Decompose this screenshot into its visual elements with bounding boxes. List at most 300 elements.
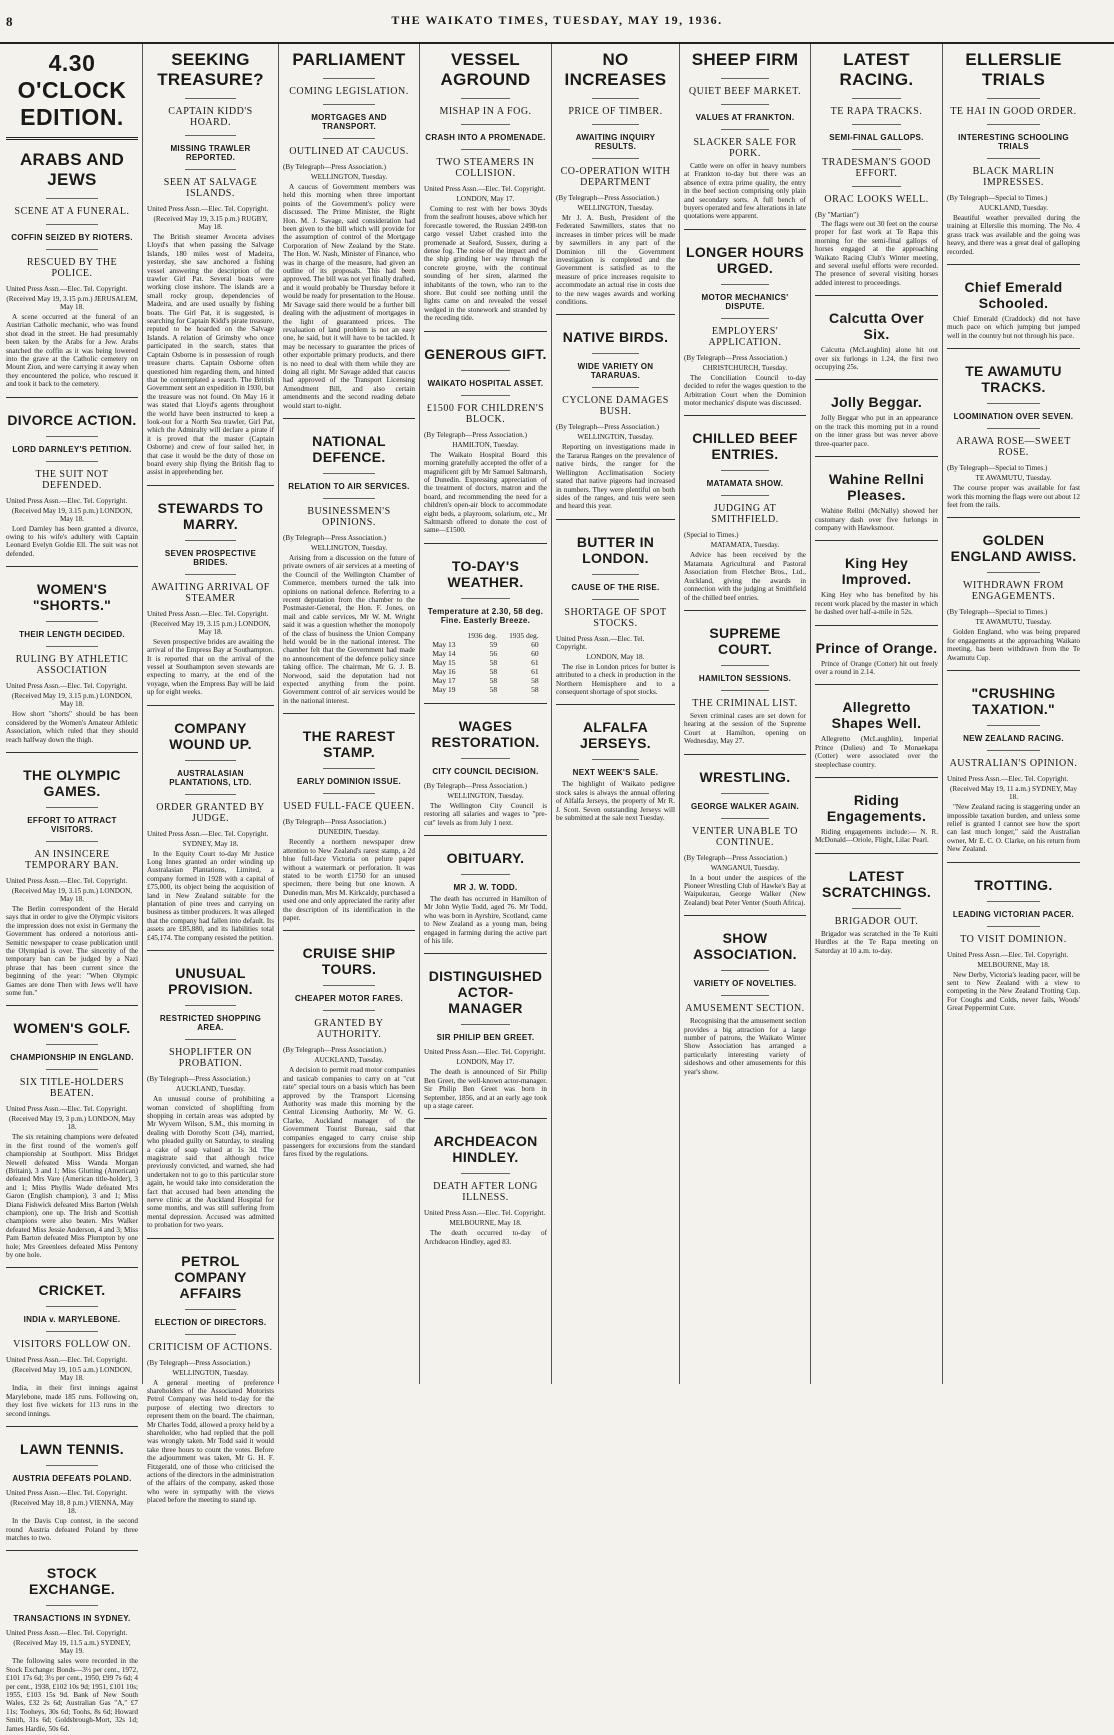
sub-rule [461, 395, 510, 396]
sub-rule [592, 599, 640, 600]
deck-rule [46, 1465, 99, 1466]
article-byline: (By Telegraph—Special to Times.) [947, 194, 1048, 202]
sub-rule [185, 1039, 236, 1040]
article-subhead-2: THE SUIT NOT DEFENDED. [35, 468, 109, 491]
weather-cell: 58 [489, 684, 498, 694]
deck-rule [323, 768, 376, 769]
column-3 [278, 44, 419, 1384]
article-byline: United Press Assn.—Elec. Tel. Copyright. [147, 829, 269, 838]
article-subhead-2: TWO STEAMERS IN COLLISION. [436, 157, 535, 179]
headline-rule [592, 98, 640, 99]
article-dateline: LONDON, May 17. [456, 195, 515, 203]
article-body: King Hey who has benefited by his recent work placed by the master in which he dashed over half-a-mile in 52s. [815, 591, 938, 617]
article-subhead-2: BRIGADOR OUT. [834, 915, 919, 927]
article-divider [684, 754, 806, 755]
sub-rule [185, 794, 236, 795]
column-6 [679, 44, 810, 1384]
weather-cell: 60 [531, 639, 539, 649]
article-dateline: HAMILTON, Tuesday. [452, 440, 519, 449]
article-headline: Riding Engagements. [826, 791, 927, 824]
article-deck: MATAMATA SHOW. [706, 479, 784, 489]
deck-rule [721, 793, 770, 794]
article-byline: United Press Assn.—Elec. Tel. Copyright. [147, 205, 269, 213]
article-subhead-2: VENTER UNABLE TO CONTINUE. [692, 825, 798, 848]
article-dateline: (Received May 19, 3.15 p.m.) RUGBY, May 18. [153, 215, 268, 231]
column-2 [142, 44, 278, 1505]
article-body: Beautiful weather prevailed during the training at Ellerslie this morning. The No. 4 grass track was available and the going was heavy, and there was a great deal of galloping recorded. [947, 214, 1080, 256]
article-headline: CRICKET. [38, 1282, 106, 1299]
weather-cell: 58 [489, 666, 498, 676]
article-deck: RELATION TO AIR SERVICES. [288, 481, 410, 491]
article-divider [947, 517, 1080, 518]
article [147, 1232, 274, 1507]
article-byline: United Press Assn.—Elec. Tel. Copyright. [947, 775, 1069, 784]
article-byline: (By Telegraph—Press Association.) [147, 1358, 250, 1367]
article-subhead-2: DEATH AFTER LONG ILLNESS. [433, 1181, 538, 1204]
sub-rule [323, 1010, 376, 1011]
deck-rule [185, 1309, 236, 1310]
article-deck: VARIETY OF NOVELTIES. [693, 979, 797, 989]
headline-rule [323, 78, 376, 79]
deck-rule [46, 1044, 99, 1045]
article-byline: (By Telegraph—Press Association.) [556, 423, 659, 432]
article [684, 44, 806, 223]
deck-rule [185, 1005, 236, 1006]
weather-col-header: 1935 deg. [509, 630, 539, 640]
article-body: Riding engagements include:— N. R. McDonald—Oriole, Flight, Lilac Pearl. [815, 827, 938, 845]
article-byline: (By Telegraph—Press Association.) [283, 818, 386, 827]
article [684, 223, 806, 410]
weather-table [426, 631, 544, 694]
weather-cell: 56 [489, 648, 498, 658]
masthead [0, 0, 1114, 44]
weather-cell: May 17 [432, 675, 456, 685]
headline-rule [46, 198, 99, 199]
article [6, 1261, 138, 1420]
column-7 [810, 44, 942, 1384]
article [815, 450, 938, 534]
article-subhead-3: ORAC LOOKS WELL. [824, 194, 929, 205]
article-divider [815, 684, 938, 685]
article-headline: CHILLED BEEF ENTRIES. [692, 430, 798, 463]
weather-cell: 60 [531, 648, 539, 658]
article-byline: (By Telegraph—Special to Times.) [947, 608, 1048, 617]
article-divider [684, 415, 806, 416]
column-4 [419, 44, 551, 1384]
article-body: Calcutta (McLaughlin) alone hit out over six furlongs in 1.24, the first two occupying 25s. [815, 346, 938, 372]
article-body: Prince of Orange (Cotter) hit out freely over a round in 2.14. [815, 659, 938, 676]
sub-rule [323, 138, 376, 139]
article-body: Recognising that the amusement section provides a big attraction for a large number of patrons, the Waikato Winter Show Association has arranged a particularly interesting variety of sideshows and other amusements for this year's show. [684, 1017, 806, 1076]
article-deck: NEXT WEEK'S SALE. [572, 768, 659, 778]
article-subhead-2: SHOPLIFTER ON PROBATION. [169, 1047, 252, 1070]
article-headline: THE RAREST STAMP. [302, 728, 396, 761]
article-body: The death occurred to-day of Archdeacon Hindley, aged 83. [424, 1229, 547, 1246]
deck-rule [323, 985, 376, 986]
article-deck: Temperature at 2.30, 58 deg. Fine. Easterly Breeze. [427, 606, 544, 625]
deck-rule [987, 901, 1040, 902]
article-divider [6, 1267, 138, 1268]
article-divider [147, 1238, 274, 1239]
article-divider [424, 331, 547, 332]
article-body: "New Zealand racing is staggering under an impossible taxation burden, and unless some relief is granted I cannot see how the sport can last much longer," said the Australian owner, Mr E. C. O. Clarke, on his return from New Zealand. [947, 803, 1080, 854]
article-body: Cattle were on offer in heavy numbers at Frankton to-day but there was an absence of extra prime quality, the entry in the beef section comprising only plain and secondary sorts. A full bench of buyers operated and few alterations in late quotations were apparent. [684, 162, 806, 221]
article-subhead-2: RESCUED BY THE POLICE. [26, 257, 118, 279]
weather-cell: May 19 [432, 684, 456, 694]
article-headline: WRESTLING. [699, 768, 791, 785]
weather-col-header [426, 631, 461, 640]
article-divider [556, 704, 675, 705]
article-byline: United Press Assn.—Elec. Tel. Copyright. [147, 609, 269, 618]
article-byline: United Press Assn.—Elec. Tel. Copyright. [6, 682, 128, 691]
article [147, 44, 274, 479]
article-body: The six retaining champions were defeated in the first round of the women's golf championship at Southport. Miss Bridget Newell defeated Miss Wanda Morgan (Britain), 3 and 1; Miss Glutting (American) defeated Mrs Vare (American title-holder), 3 and 1; Miss Phyllis Wade defeated Mrs Garon (English champion), 3 and 1; Miss Diana Fishwick defeated Miss Barton (Welsh champion), one up. The Irish and Scottish champions were also beaten. Mrs Walker defeated Miss Jessie Anderson, 4 and 3; Miss Pam Barton defeated Miss Plumpton by one hole; Mrs Greenlees defeated Miss Pentony by one hole. [6, 1133, 138, 1260]
weather-cell: 58 [531, 675, 539, 685]
headline-rule [721, 78, 770, 79]
article [147, 944, 274, 1232]
article [424, 1112, 547, 1248]
article-body: Golden England, who was being prepared for engagements at the approaching Waikato meeting, has been withdrawn from the Te Awamutu Cup. [947, 628, 1080, 662]
article-deck: INDIA v. MARYLEBONE. [23, 1315, 121, 1325]
article-divider [815, 295, 938, 296]
article-dateline: AUCKLAND, Tuesday. [175, 1085, 246, 1094]
article-headline: NO INCREASES [564, 50, 667, 89]
article-body: Jolly Beggar who put in an appearance on the track this morning put in a round on the inner grass but was never above three-quarter pace. [815, 414, 938, 448]
sub-rule [721, 495, 770, 496]
article-deck: NEW ZEALAND RACING. [963, 734, 1064, 744]
article-byline: United Press Assn.—Elec. Tel. Copyright. [556, 634, 645, 651]
article-dateline: (Received May 19, 3.15 p.m.) LONDON, May 18. [11, 886, 133, 903]
article-headline: ARABS AND JEWS [19, 150, 125, 189]
article-byline: (Special to Times.) [684, 531, 739, 540]
article-subhead-2: CRITICISM OF ACTIONS. [148, 1341, 273, 1353]
article [283, 44, 415, 412]
article-byline: United Press Assn.—Elec. Tel. Copyright. [424, 1209, 546, 1218]
article-deck: WAIKATO HOSPITAL ASSET. [427, 378, 544, 388]
article-subhead-2: THE CRIMINAL LIST. [692, 697, 798, 709]
article-subhead-2: SIX TITLE-HOLDERS BEATEN. [19, 1077, 125, 1100]
article-divider [424, 703, 547, 704]
article [424, 537, 547, 697]
article [947, 511, 1080, 664]
sub-rule [323, 793, 376, 794]
article-body: Allegretto (McLaughlin), Imperial Prince (Dulieu) and Te Monaekapa (Cotter) were associated over the steeplechase country. [815, 735, 938, 769]
article-headline: WOMEN'S "SHORTS." [32, 581, 112, 614]
article-dateline: WELLINGTON, Tuesday. [577, 433, 654, 442]
article-divider [556, 519, 675, 520]
article-dateline: (Received May 19, 3.15 p.m.) JERUSALEM, May 18. [6, 295, 138, 311]
article-divider [815, 853, 938, 854]
deck-rule [185, 540, 236, 541]
article-byline: (By Telegraph—Special to Times.) [947, 464, 1048, 473]
article-subhead-2: SHORTAGE OF SPOT STOCKS. [564, 606, 667, 629]
article-divider [6, 1426, 138, 1427]
article-byline: United Press Assn.—Elec. Tel. Copyright. [6, 1629, 128, 1638]
article-body: Advice has been received by the Matamata Agricultural and Pastoral Association from Fletcher Bros., Ltd., Auckland, giving the awards in connection with the judging at Smithfield of the chilled beef entries. [684, 551, 806, 602]
article-headline: LONGER HOURS URGED. [686, 243, 804, 276]
weather-cell: May 15 [432, 657, 456, 667]
article-byline: (By Telegraph—Press Association.) [424, 781, 527, 790]
article-dateline: WELLINGTON, Tuesday. [447, 791, 524, 800]
article-dateline: (Received May 19, 3.15 p.m.) LONDON, May 18. [11, 506, 133, 523]
article-headline: NATIONAL DEFENCE. [312, 432, 386, 465]
article-subhead-2: WITHDRAWN FROM ENGAGEMENTS. [963, 580, 1064, 603]
article-headline: DISTINGUISHED ACTOR-MANAGER [428, 968, 543, 1017]
deck-rule [592, 124, 640, 125]
weather-cell: 58 [489, 657, 498, 667]
article-headline: ALFALFA JERSEYS. [580, 719, 651, 752]
article-headline: SHEEP FIRM [691, 50, 799, 69]
article [6, 1420, 138, 1544]
article-dateline: WELLINGTON, Tuesday. [310, 173, 388, 181]
article-body: A decision to permit road motor companies and taxicab companies to carry on at "cut rate" special tours on a basis which has been approved by the Transport Licensing Authority was made this morning by the Central Licensing Authority, Mr W. G. Clarke, Auckland manager of the Government Tourist Bureau, said that companies engaged to carry cruise ship passengers for excursions from the standard fares fixed by the regulations. [283, 1066, 415, 1159]
deck-rule [721, 970, 770, 971]
edition-banner: 4.30 O'CLOCK EDITION. [6, 44, 138, 140]
sub-rule [987, 158, 1040, 159]
weather-table-row [426, 640, 544, 649]
article-body: The rise in London prices for butter is attributed to a check in production in the Northern Hemisphere and to a consequent shortage of spot stocks. [556, 662, 675, 696]
article [947, 44, 1080, 258]
sub-rule [721, 318, 770, 319]
article-body: The death is announced of Sir Philip Ben Greet, the well-known actor-manager. Sir Philip Ben Greet was born in September, 1856, and at an early age took up a stage career. [424, 1068, 547, 1111]
article-dateline: WELLINGTON, Tuesday. [577, 204, 654, 212]
article-deck: EFFORT TO ATTRACT VISITORS. [27, 815, 117, 834]
sub-rule [46, 461, 99, 462]
article-byline: United Press Assn.—Elec. Tel. Copyright. [6, 1356, 128, 1365]
sub-rule [852, 186, 901, 187]
article-divider [283, 418, 415, 419]
sub-rule [46, 1069, 99, 1070]
article-body: How short "shorts" should be has been considered by the Women's Amateur Athletic Association, which ruled that they should reach halfway down the thigh. [6, 710, 138, 744]
article-headline: UNUSUAL PROVISION. [168, 965, 253, 998]
sub-rule [323, 498, 376, 499]
article-dateline: AUCKLAND, Tuesday. [978, 204, 1049, 212]
article-dateline: SYDNEY, May 18. [182, 839, 239, 848]
article-byline: (By Telegraph—Press Association.) [147, 1075, 250, 1084]
article-divider [6, 1550, 138, 1551]
article-subhead-2: GRANTED BY AUTHORITY. [314, 1018, 384, 1041]
article [6, 144, 138, 391]
weather-table-row [426, 685, 544, 694]
article-dateline: (Received May 19, 3.15 p.m.) LONDON, May 18. [150, 619, 271, 636]
deck-rule [185, 135, 236, 136]
article [815, 373, 938, 450]
article-byline: United Press Assn.—Elec. Tel. Copyright. [6, 285, 128, 293]
article-headline: TROTTING. [974, 876, 1053, 893]
article-subhead-2: AN INSINCERE TEMPORARY BAN. [25, 848, 119, 871]
article-byline: United Press Assn.—Elec. Tel. Copyright. [424, 1048, 546, 1057]
article [147, 479, 274, 699]
article-divider [6, 1005, 138, 1006]
article-body: The Wellington City Council is restoring all salaries and wages to "pre-cut" levels as from July 1 next. [424, 801, 547, 827]
article-deck: CRASH INTO A PROMENADE. [425, 133, 546, 142]
article-dateline: TE AWAMUTU, Tuesday. [975, 618, 1052, 627]
article-byline: (By Telegraph—Press Association.) [424, 430, 527, 439]
article-deck: HAMILTON SESSIONS. [698, 673, 792, 683]
article-subhead-2: JUDGING AT SMITHFIELD. [711, 503, 779, 526]
article-byline: United Press Assn.—Elec. Tel. Copyright. [6, 496, 128, 505]
deck-rule [721, 104, 770, 105]
weather-cell: 61 [531, 666, 539, 676]
article-byline: United Press Assn.—Elec. Tel. Copyright. [947, 950, 1069, 959]
article [424, 947, 547, 1112]
article-deck: AUSTRIA DEFEATS POLAND. [12, 1474, 132, 1484]
deck-rule [46, 1605, 99, 1606]
article [815, 847, 938, 957]
article-body: An unusual course of prohibiting a woman convicted of shoplifting from shopping in certain areas was adopted by Mr Wyvern Wilson, S.M., this morning in dealing with Dorothy Scott (34), married, who pleaded guilty on Saturday, to stealing a cake of soap valued at 1s 3d. The magistrate said that although twice previously convicted, and warned, she had undertaken not to go to this particular store again, he would take into consideration the fact that accused had been attending the nerve clinic at the Auckland Hospital for some months, and was still suffering from mental depression. Accused was admitted to probation for two years. [147, 1095, 274, 1230]
article [6, 391, 138, 561]
article-deck: VALUES AT FRANKTON. [695, 113, 795, 122]
article-body: Chief Emerald (Craddock) did not have much pace on which jumping but jumped well in the country but not through his pace. [947, 315, 1080, 340]
article-body: In the Davis Cup contest, in the second round Austria defeated Poland by three matches to two. [6, 1517, 138, 1542]
article-headline: WAGES RESTORATION. [431, 717, 540, 750]
sub-rule [185, 574, 236, 575]
article [815, 44, 938, 289]
article-deck: GEORGE WALKER AGAIN. [691, 801, 799, 811]
article-headline: ARCHDEACON HINDLEY. [433, 1133, 538, 1166]
article-body: Coming to rest with her bows 30yds from the seafront houses, above which her forecastle towered, the Russian 2498-ton cargo vessel Uzbet crashed into the promenade at Seaford, Sussex, during a dense fog. The noise of the impact and of the ship grinding her way through the concrete groyne, with the continual sounding of her siren, alarmed the inhabitants of the town, who ran to the shore. But could see nothing until the lights came on and revealed the vessel wedged in the stonework and stranded by the receding tide. [424, 205, 547, 323]
article-byline: United Press Assn.—Elec. Tel. Copyright. [6, 876, 128, 885]
article-deck: CHEAPER MOTOR FARES. [294, 994, 404, 1004]
deck-rule [46, 807, 99, 808]
sub-rule [721, 129, 770, 130]
sub-rule [461, 1173, 510, 1174]
article-deck: MR J. W. TODD. [453, 882, 518, 892]
weather-table-row [426, 676, 544, 685]
article-headline: TO-DAY'S WEATHER. [447, 557, 524, 590]
weather-table-row [426, 658, 544, 667]
article-byline: (By Telegraph—Press Association.) [684, 853, 787, 862]
sub-rule [987, 926, 1040, 927]
article-body: A scene occurred at the funeral of an Austrian Catholic mechanic, who was found shot dead in the street. He had presumably been taken by the Arabs for a Jew. Arabs snatched the coffin as it was being lowered into the grave at the Catholic cemetery on Mount Zion, and were carrying it away when they encountered the police, who rescued it and took it back to the cemetery. [6, 313, 138, 389]
article-deck: THEIR LENGTH DECIDED. [19, 630, 125, 640]
article-body: In a bout under the auspices of the Pioneer Wrestling Club of Hawke's Bay at Waipukurau, George Walker (New Zealand) beat Peter Venter (South Africa). [684, 873, 806, 907]
article-headline: THE OLYMPIC GAMES. [23, 766, 121, 799]
weather-table-row [426, 649, 544, 658]
article [815, 619, 938, 679]
article [6, 746, 138, 999]
article-divider [815, 777, 938, 778]
deck-rule [46, 224, 99, 225]
deck-rule [461, 598, 510, 599]
article-subhead-2: CYCLONE DAMAGES BUSH. [562, 395, 669, 418]
deck-rule [592, 759, 640, 760]
deck-rule [323, 473, 376, 474]
article [424, 697, 547, 829]
article-divider [815, 379, 938, 380]
article-headline: OBITUARY. [446, 849, 525, 866]
article-headline: SHOW ASSOCIATION. [693, 930, 797, 963]
article-divider [815, 625, 938, 626]
deck-rule [852, 124, 901, 125]
column-1 [2, 44, 142, 1733]
article-headline: PETROL COMPANY AFFAIRS [174, 1252, 247, 1301]
article-deck: RESTRICTED SHOPPING AREA. [159, 1014, 262, 1033]
weather-cell: May 13 [432, 639, 456, 649]
article-divider [424, 835, 547, 836]
article-headline: CRUISE SHIP TOURS. [302, 945, 396, 978]
column-5 [551, 44, 679, 1384]
deck-rule [461, 124, 510, 125]
article-body: The highlight of Waikato pedigree stock sales is always the annual offering of Alfalfa Jerseys, the property of Mr R. J. Scott. Seven outstanding Jerseys will be submitted at the sale next Tuesday. [556, 780, 675, 822]
page-number: 8 [6, 14, 13, 29]
article [424, 829, 547, 947]
page-columns [2, 44, 1112, 1733]
article-divider [684, 915, 806, 916]
article-deck: MOTOR MECHANICS' DISPUTE. [701, 292, 789, 311]
sub-rule [852, 149, 901, 150]
sub-rule [46, 646, 99, 647]
article-byline: (By Telegraph—Press Association.) [283, 163, 386, 171]
article-body: India, in their first innings against Marylebone, made 185 runs. Following on, they lost five wickets for 113 runs in the second innings. [6, 1384, 138, 1418]
article-subhead-2: TRADESMAN'S GOOD EFFORT. [822, 157, 931, 179]
article [556, 308, 675, 512]
deck-rule [721, 470, 770, 471]
sub-rule [461, 149, 510, 150]
weather-cell: 59 [489, 639, 498, 649]
article-dateline: WELLINGTON, Tuesday. [310, 543, 388, 552]
article-subhead-2: SLACKER SALE FOR PORK. [693, 137, 797, 159]
article-subhead: COMING LEGISLATION. [289, 86, 409, 97]
weather-table-row [426, 667, 544, 676]
deck-rule [461, 370, 510, 371]
article-subhead-2: USED FULL-FACE QUEEN. [283, 801, 415, 813]
article-dateline: AUCKLAND, Tuesday. [314, 1056, 384, 1065]
sub-rule [592, 387, 640, 388]
article-deck: INTERESTING SCHOOLING TRIALS [958, 133, 1069, 151]
deck-rule [987, 124, 1040, 125]
deck-rule [461, 874, 510, 875]
article [947, 664, 1080, 855]
article-deck: SIR PHILIP BEN GREET. [436, 1033, 535, 1043]
article [424, 44, 547, 325]
article [684, 604, 806, 748]
article-divider [283, 713, 415, 714]
article-divider [947, 348, 1080, 349]
article-body: The flags were out 30 feet on the course proper for fast work at Te Rapa this morning for the semi-final gallops of horses engaged at the approaching Waikato Racing Club's Winter meeting, and several useful efforts were recorded. The presence of several visiting horses added interest to proceedings. [815, 220, 938, 287]
article-deck: LEADING VICTORIAN PACER. [952, 909, 1075, 919]
article-headline: Chief Emerald Schooled. [964, 279, 1063, 312]
sub-rule [987, 750, 1040, 751]
article [283, 707, 415, 924]
column-8 [942, 44, 1084, 1384]
article [556, 513, 675, 699]
article-deck: LOOMINATION OVER SEVEN. [953, 412, 1074, 422]
sub-rule [46, 249, 99, 250]
article-subhead-2: RULING BY ATHLETIC ASSOCIATION [15, 654, 129, 677]
article-body: The course proper was available for fast work this morning the flags were out about 12 feet from the rails. [947, 484, 1080, 510]
article-body: Mr J. A. Bush, President of the Federated Sawmillers, states that no increases in timber prices will be made by sawmillers in any part of the Dominion till the Government investigation is completed and the Government is satisfied as to the measure of price increases requisite to accommodate an actual rise in costs due to the new wages awards and working conditions. [556, 214, 675, 307]
article-divider [6, 566, 138, 567]
article-body: In the Equity Court to-day Mr Justice Long Innes granted an order winding up Australasian Plantations, Limited, a company formed in 1928 with a capital of £75,000, its object being the acquisition of land in New Zealand suitable for the plantation of pine trees and carrying on business as timber producers. It was alleged that the company had fallen into default. Its assets are £85,880, and its liabilities total £45,174. The company resisted the petition. [147, 849, 274, 942]
article-dateline: (Received May 19, 11 a.m.) SYDNEY, May 18. [950, 785, 1077, 802]
article-dateline: CHRISTCHURCH, Tuesday. [702, 363, 788, 372]
article-deck: SEVEN PROSPECTIVE BRIDES. [164, 548, 257, 567]
headline-rule [461, 98, 510, 99]
article [684, 909, 806, 1078]
sub-rule [721, 995, 770, 996]
article-subhead-2: SEEN AT SALVAGE ISLANDS. [163, 177, 258, 199]
article-subhead-2: BUSINESSMEN'S OPINIONS. [307, 505, 391, 528]
article-byline: (By Telegraph—Press Association.) [556, 194, 659, 202]
article-body: Seven prospective brides are awaiting the arrival of the Empress Bay at Southampton. It is reported that on the arrival of the vessel at Southampton seven stewards are expecting to marry, at the end of the voyage, when the Empress Bay will be laid up for eight weeks. [147, 637, 274, 697]
article-dateline: WELLINGTON, Tuesday. [172, 1368, 249, 1377]
article-subhead-2: CO-OPERATION WITH DEPARTMENT [560, 166, 671, 188]
article [6, 560, 138, 746]
article-byline: (By Telegraph—Press Association.) [684, 353, 787, 362]
weather-cell: 61 [531, 657, 539, 667]
article-divider [424, 543, 547, 544]
